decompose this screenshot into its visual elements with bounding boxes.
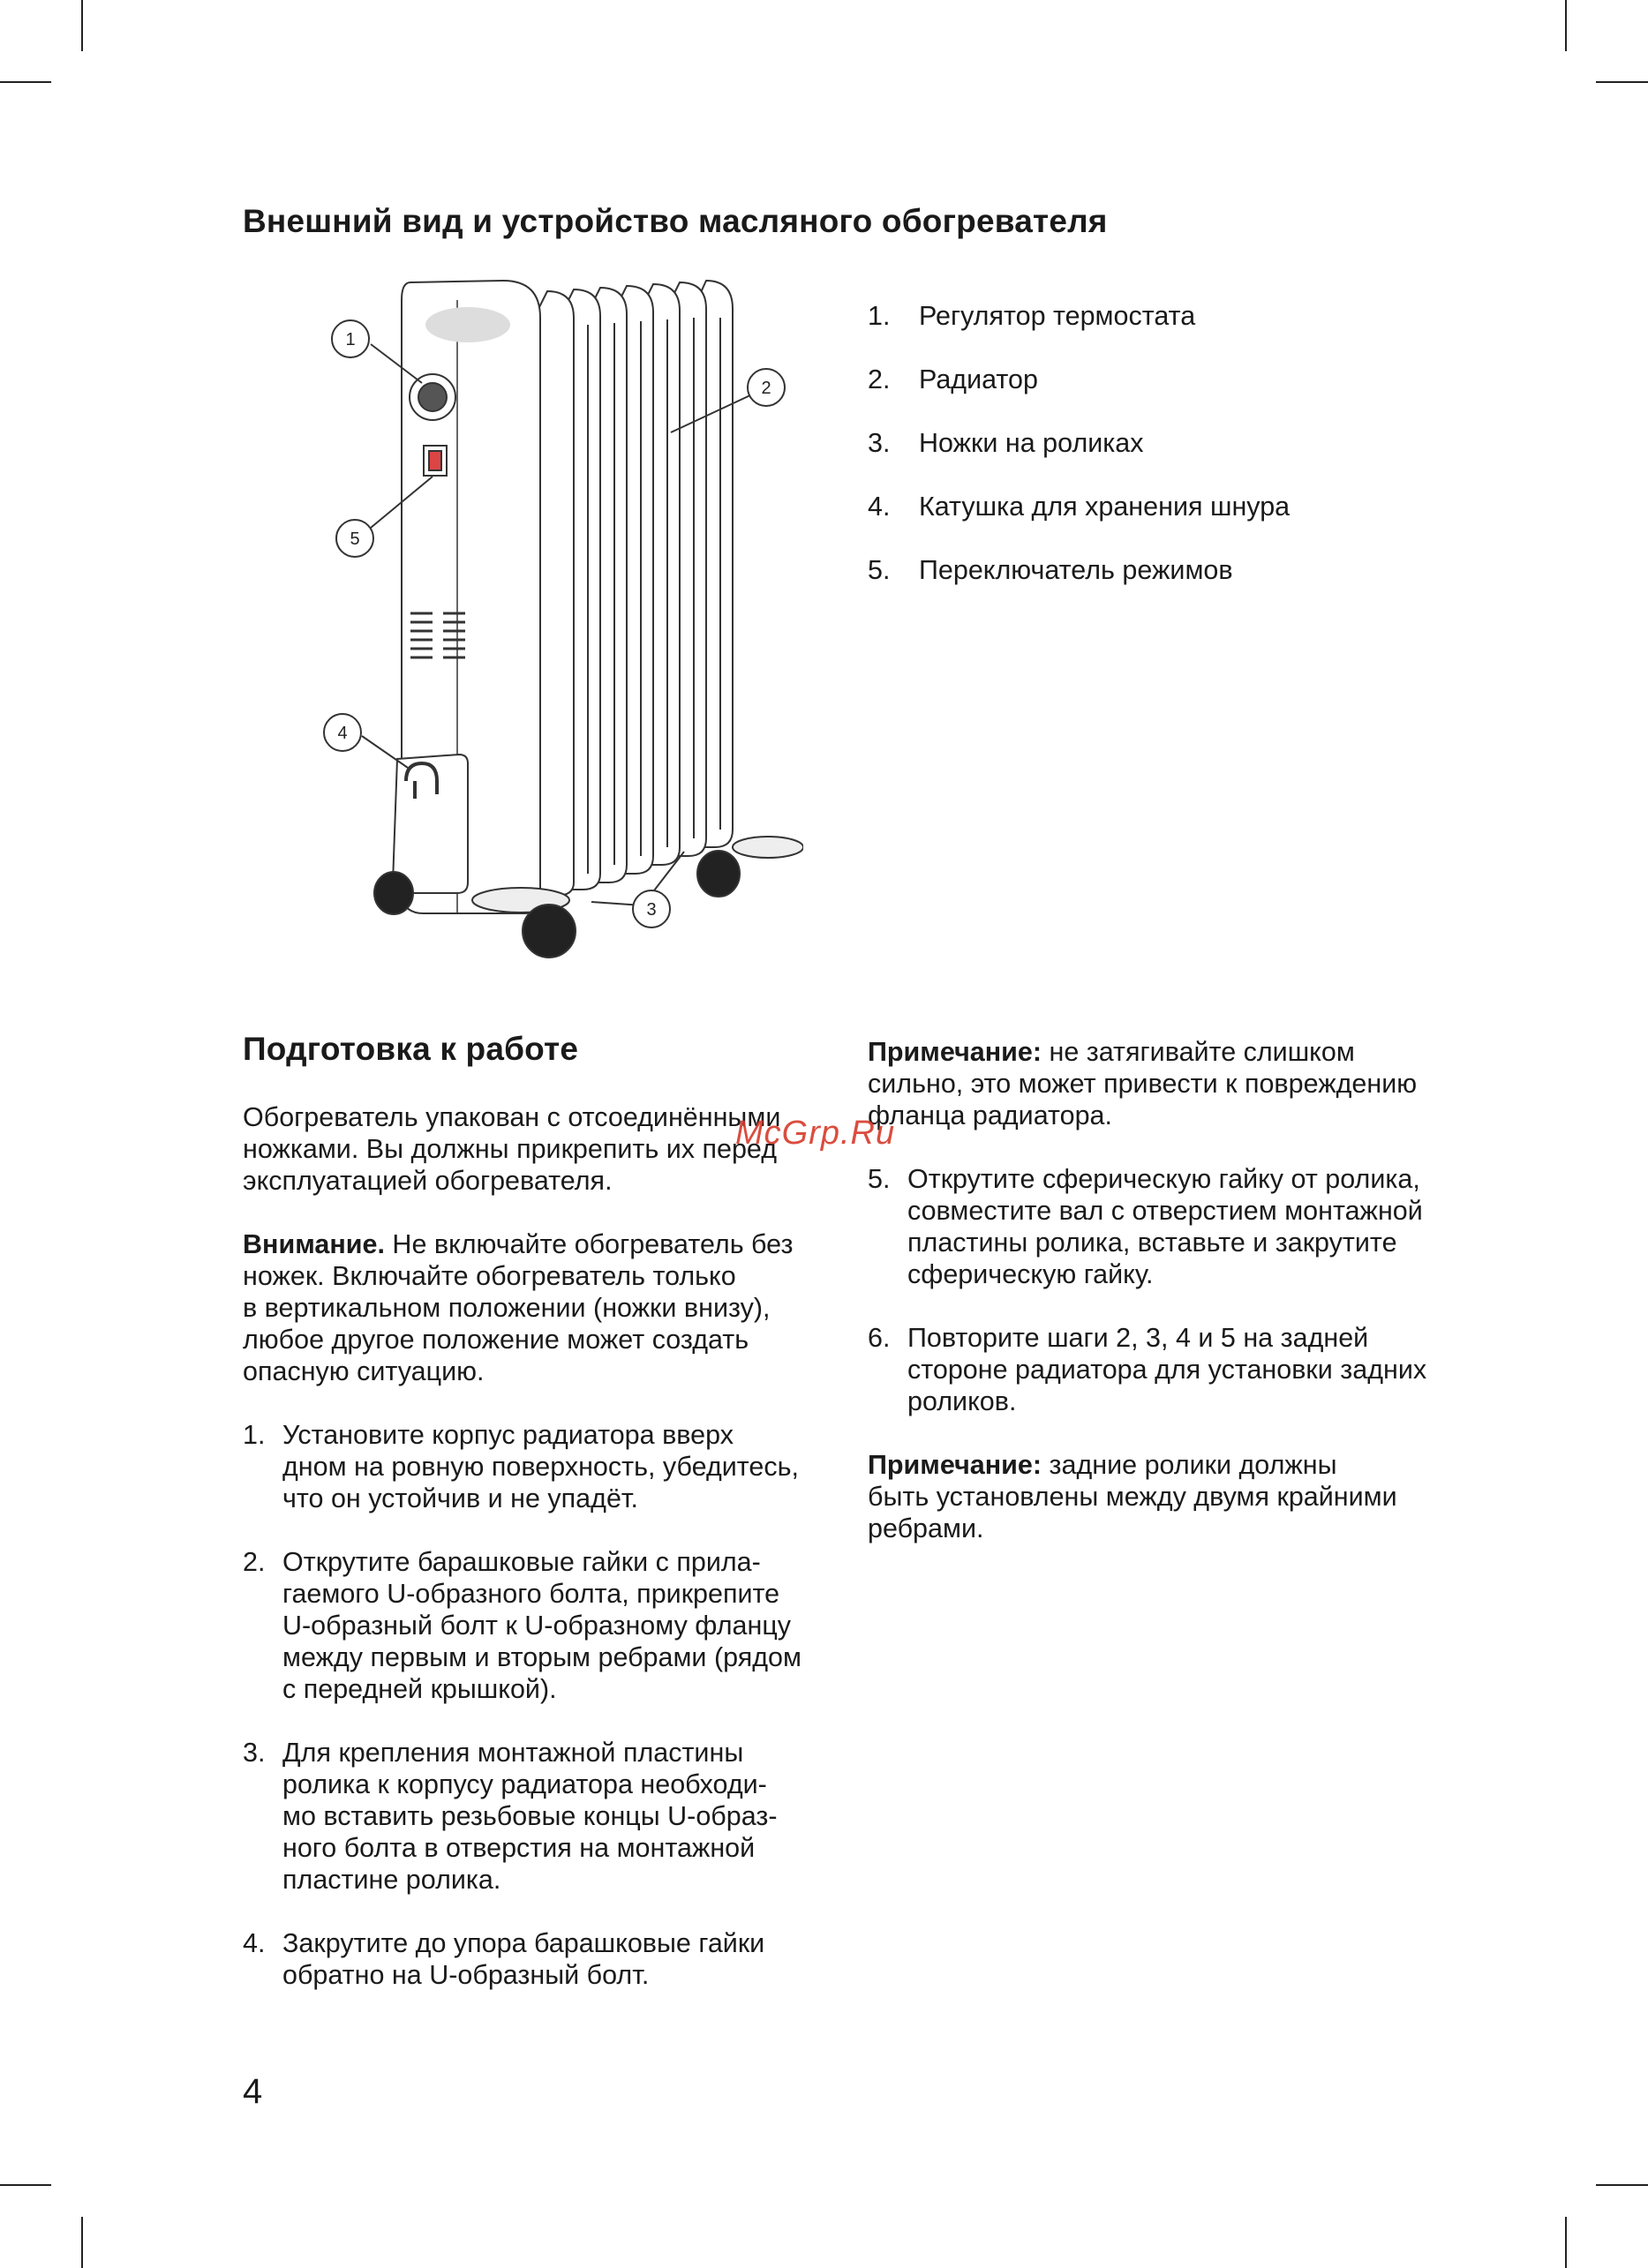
step-item: 4. Закрутите до упора барашковые гайки обратно на U-образный болт. xyxy=(243,1928,765,1990)
legend-label: Регулятор термостата xyxy=(919,301,1196,331)
legend-label: Ножки на роликах xyxy=(919,428,1144,458)
crop-mark xyxy=(81,2217,83,2268)
step-item: 2. Открутите барашковые гайки с прила- гаемого U-образного болта, прикрепите U-образный болт к U-образному фланцу между первым и вторым ребрами (рядом с передней крышкой). xyxy=(243,1547,801,1704)
watermark: McGrp.Ru xyxy=(735,1115,896,1152)
steps-list-left xyxy=(243,1419,843,1991)
intro-paragraph: Обогреватель упакован с отсоединёнными ножками. Вы должны прикрепить их перед эксплуатацией обогревателя. xyxy=(243,1102,781,1196)
section-title-preparation: Подготовка к работе xyxy=(243,1031,579,1067)
step-item: 1. Установите корпус радиатора вверх дном на ровную поверхность, убедитесь, что он устойчив и не упадёт. xyxy=(243,1420,799,1513)
warning-label: Внимание. xyxy=(243,1229,385,1259)
legend-item: 5. Переключатель режимов xyxy=(868,555,1233,585)
legend-label: Радиатор xyxy=(919,364,1038,394)
crop-mark xyxy=(0,2184,51,2186)
heater-diagram xyxy=(309,265,803,971)
step-item: 5. Открутите сферическую гайку от ролика, совместите вал с отверстием монтажной пластины ролика, вставьте и закрутите сферическую гайку. xyxy=(868,1164,1423,1289)
callout-5: 5 xyxy=(350,529,360,549)
section-title-appearance: Внешний вид и устройство масляного обогревателя xyxy=(243,203,1108,239)
crop-mark xyxy=(1596,81,1648,83)
callout-2: 2 xyxy=(761,379,771,398)
crop-mark xyxy=(81,0,83,51)
crop-mark xyxy=(1565,2217,1567,2268)
legend-item: 4. Катушка для хранения шнура xyxy=(868,492,1291,522)
callout-1: 1 xyxy=(345,330,356,349)
crop-mark xyxy=(1596,2184,1648,2186)
note-label: Примечание: xyxy=(868,1450,1042,1480)
note-flange: Примечание: не затягивайте слишком сильно, это может привести к повреждению фланца радиатора. xyxy=(868,1037,1418,1130)
note-rear-wheels: Примечание: задние ролики должны быть установлены между двумя крайними ребрами. xyxy=(868,1450,1397,1543)
crop-mark xyxy=(1565,0,1567,51)
crop-mark xyxy=(0,81,51,83)
legend-item: 2. Радиатор xyxy=(868,364,1038,394)
step-item: 3. Для крепления монтажной пластины ролика к корпусу радиатора необходи- мо вставить резьбовые концы U-образ- ного болта в отверстия на монтажной пластине ролика. xyxy=(243,1738,778,1895)
steps-list-right xyxy=(868,1163,1486,1417)
step-item: 6. Повторите шаги 2, 3, 4 и 5 на задней стороне радиатора для установки задних роликов. xyxy=(868,1323,1427,1416)
legend-item: 1. Регулятор термостата xyxy=(868,301,1196,331)
legend-label: Переключатель режимов xyxy=(919,555,1233,585)
note-label: Примечание: xyxy=(868,1037,1042,1067)
legend-label: Катушка для хранения шнура xyxy=(919,492,1291,522)
warning-paragraph: Внимание. Не включайте обогреватель без ножек. Включайте обогреватель только в вертикальном положении (ножки внизу), любое другое положение может создать опасную ситуацию. xyxy=(243,1229,794,1386)
legend-item: 3. Ножки на роликах xyxy=(868,428,1144,458)
page-number: 4 xyxy=(243,2072,263,2111)
callout-3: 3 xyxy=(646,900,657,920)
callout-4: 4 xyxy=(337,724,348,743)
parts-legend xyxy=(868,300,1290,618)
